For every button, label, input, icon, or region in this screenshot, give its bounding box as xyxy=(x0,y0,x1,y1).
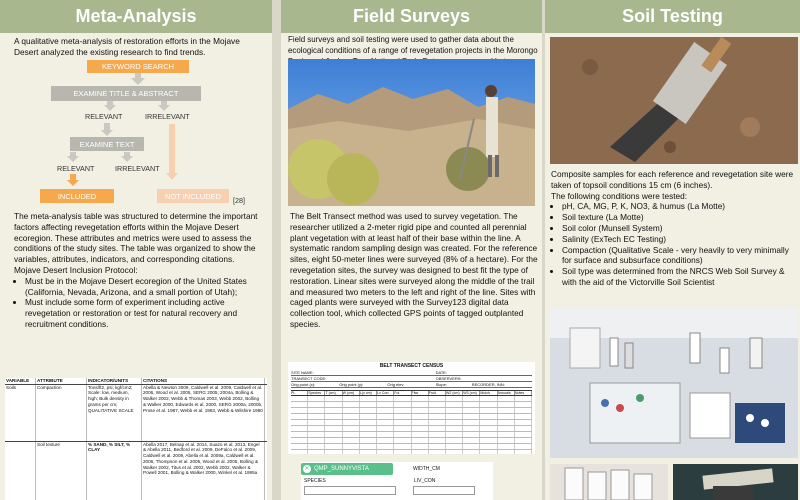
form-grid-cell xyxy=(480,408,497,413)
form-col-header: Fruit xyxy=(429,391,446,395)
width-field-label: WIDTH_CM xyxy=(413,465,440,472)
form-grid-cell xyxy=(291,420,308,425)
soil-testing-header: Soil Testing xyxy=(545,0,800,33)
relevant-label: RELEVANT xyxy=(85,112,123,121)
form-grid-cell xyxy=(394,444,411,449)
form-grid-cell xyxy=(412,396,429,401)
arrow-down-icon xyxy=(121,152,133,162)
form-grid-cell xyxy=(463,408,480,413)
form-grid-cell xyxy=(412,438,429,443)
form-title: BELT TRANSECT CENSUS xyxy=(379,363,444,369)
form-grid-cell xyxy=(480,414,497,419)
form-grid-cell xyxy=(463,402,480,407)
meta-analysis-panel xyxy=(0,0,272,500)
form-grid-cell xyxy=(498,396,515,401)
form-grid-cell xyxy=(412,402,429,407)
examine-text-box: EXAMINE TEXT xyxy=(70,137,144,151)
form-field: Orig point (y): xyxy=(339,382,387,388)
table-cell: % SAND, % SILT, % CLAY xyxy=(87,442,142,500)
form-grid-cell xyxy=(343,396,360,401)
form-grid-cell xyxy=(515,402,532,407)
not-included-count: [28] xyxy=(233,196,245,205)
form-grid-cell xyxy=(325,414,342,419)
form-grid-cell xyxy=(291,402,308,407)
form-grid-cell xyxy=(463,396,480,401)
protocol-item: • Must be in the Mojave Desert ecoregion of the United States (California, Nevada, Arizona, and a small portion of Utah); xyxy=(25,276,268,298)
form-grid-cell xyxy=(325,432,342,437)
table-cell xyxy=(5,442,36,500)
form-grid-cell xyxy=(463,426,480,431)
form-grid-cell xyxy=(343,426,360,431)
form-grid-cell xyxy=(515,396,532,401)
form-grid-cell xyxy=(463,432,480,437)
form-grid-cell xyxy=(429,432,446,437)
field-intro: Field surveys and soil testing were used to gather data about the ecological conditions of a range of revegetation projects in the Morongo xyxy=(288,35,538,55)
not-included-box: NOT INCLUDED xyxy=(157,189,229,203)
form-grid-cell xyxy=(291,408,308,413)
form-grid-cell xyxy=(412,414,429,419)
form-grid-cell xyxy=(308,408,325,413)
form-grid-cell xyxy=(291,426,308,431)
form-col-header: PL xyxy=(291,391,308,395)
form-grid-cell xyxy=(446,396,463,401)
form-grid-cell xyxy=(515,438,532,443)
form-grid-cell xyxy=(498,450,515,454)
form-grid-cell xyxy=(360,438,377,443)
app-row xyxy=(301,478,493,484)
soil-texture-photo-image xyxy=(550,464,668,500)
form-grid-cell xyxy=(498,402,515,407)
form-grid-cell xyxy=(429,402,446,407)
form-grid-cell xyxy=(325,450,342,454)
form-grid-cell xyxy=(343,414,360,419)
form-grid-cell xyxy=(377,432,394,437)
form-grid-cell xyxy=(515,444,532,449)
form-grid-cell xyxy=(480,450,497,454)
table-cell: Tons/ft2, psi; kgf/cm2; Scale: low, medium, high; Bulk density in grams per cm; QUALITATIVE SCALE xyxy=(87,385,142,441)
soil-sample-photo-image xyxy=(550,37,798,164)
form-grid-cell xyxy=(325,396,342,401)
form-grid-cell xyxy=(446,432,463,437)
form-grid-cell xyxy=(325,438,342,443)
form-grid-cell xyxy=(515,408,532,413)
form-grid-cell xyxy=(463,420,480,425)
form-grid-cell xyxy=(308,450,325,454)
form-grid-cell xyxy=(412,444,429,449)
form-grid-cell xyxy=(308,420,325,425)
form-grid-cell xyxy=(377,450,394,454)
field-survey-photo xyxy=(288,59,535,206)
form-grid-cell xyxy=(394,408,411,413)
form-grid-cell xyxy=(463,444,480,449)
form-field: OBSERVERS: xyxy=(436,376,532,382)
table-row xyxy=(5,385,267,442)
soil-texture-photo xyxy=(550,464,668,500)
form-grid-cell xyxy=(360,396,377,401)
form-grid-cell xyxy=(325,426,342,431)
form-grid-cell xyxy=(429,438,446,443)
form-grid-cell xyxy=(394,402,411,407)
form-grid-cell xyxy=(429,414,446,419)
arrow-down-icon xyxy=(104,101,116,111)
soil-test-item: • Soil type was determined from the NRCS Web Soil Survey & with the aid of the Victorville Soil Scientist xyxy=(562,266,797,288)
form-grid-cell xyxy=(343,450,360,454)
soil-test-item: • Soil color (Munsell System) xyxy=(562,223,797,234)
form-grid-cell xyxy=(480,432,497,437)
form-col-header: Mulch xyxy=(480,391,497,395)
form-col-header: Flwr xyxy=(412,391,429,395)
table-row xyxy=(5,442,267,500)
meta-body xyxy=(14,211,268,330)
irrelevant-label: IRRELEVANT xyxy=(145,112,190,121)
form-grid-cell xyxy=(291,438,308,443)
form-grid-cell xyxy=(308,432,325,437)
table-cell: Compaction xyxy=(36,385,87,441)
soil-test-item: • Compaction (Qualitative Scale - very heavily to very minimally for surface and subsurface conditions) xyxy=(562,245,797,267)
form-grid-cell xyxy=(498,408,515,413)
form-grid-cell xyxy=(515,426,532,431)
arrow-down-icon xyxy=(131,73,145,85)
table-cell: Abella & Newton 2009, Caldwell et al. 2009, Caldwell et al. 2006, Wood et al. 2005, SERG 2005; 2004a, Bolling & Walker 2002, Webb & Thomas 2003, Webb 2002, Bolling & Walker 2000, Edwards et al. 2000, SERG 2000a, 2000b, Prose et al. 1987, Webb et al. 1983, Webb & Wilshire 1980 xyxy=(142,385,265,441)
col-header: VARIABLE xyxy=(5,378,36,384)
arrow-down-icon xyxy=(67,174,79,186)
form-grid-cell xyxy=(412,408,429,413)
form-grid-cell xyxy=(343,438,360,443)
lv-con-field-label: LIV_CON xyxy=(414,478,436,484)
form-grid-cell xyxy=(308,438,325,443)
arrow-down-icon xyxy=(101,123,113,136)
species-field-label: SPECIES xyxy=(304,478,326,484)
table-cell: Abella 2017, Belnap et al. 2014, Suazo et al. 2013, Engel & Abella 2011, Bedford et al. 2009, DeFalco et al. 2009, Caldwell et al. 2009, Abella et al. 2009a, Caldwell et al. 2006, Thompson et al. 2005, Wood et al. 2005, Bolling & Walker 2002, Titus et al. 2002, Webb 2002, Walker & Powell 2001, Bolling & Walker 2000, Winkel et al. 1995a xyxy=(142,442,265,500)
form-grid-cell xyxy=(377,444,394,449)
soil-intro: Composite samples for each reference and revegetation site were taken of topsoil conditions 15 cm (6 inches). xyxy=(551,169,794,190)
form-col-header: W3 (cm) xyxy=(463,391,480,395)
soil-testing-panel xyxy=(545,0,800,500)
form-col-header: L(v cm) xyxy=(360,391,377,395)
form-grid-cell xyxy=(308,426,325,431)
form-col-header: Annuals xyxy=(498,391,515,395)
form-grid-cell xyxy=(429,396,446,401)
form-grid-cell xyxy=(429,450,446,454)
field-surveys-header: Field Surveys xyxy=(281,0,542,33)
form-grid-cell xyxy=(446,420,463,425)
form-grid-cell xyxy=(325,402,342,407)
form-grid-cell xyxy=(377,420,394,425)
form-grid-cell xyxy=(498,426,515,431)
form-grid-cell xyxy=(343,420,360,425)
form-grid-cell xyxy=(308,396,325,401)
form-grid-cell xyxy=(446,426,463,431)
form-grid-cell xyxy=(515,414,532,419)
soil-tested-title: The following conditions were tested: xyxy=(551,190,688,201)
app-title-bar[interactable] xyxy=(301,463,393,475)
form-grid-cell xyxy=(429,420,446,425)
form-grid-cell xyxy=(343,402,360,407)
lab-test-photo-image xyxy=(550,308,798,458)
soil-test-item: • Soil texture (La Motte) xyxy=(562,212,797,223)
form-grid-cell xyxy=(463,438,480,443)
close-icon[interactable]: ✕ xyxy=(304,465,310,472)
form-grid-cell xyxy=(360,402,377,407)
form-grid xyxy=(291,390,532,454)
form-grid-cell xyxy=(498,414,515,419)
arrow-down-icon xyxy=(158,101,170,111)
field-surveys-panel xyxy=(281,0,542,500)
form-col-header: T (cm) xyxy=(325,391,342,395)
form-grid-cell xyxy=(377,426,394,431)
table-cell: Soils xyxy=(5,385,36,441)
form-grid-cell xyxy=(412,420,429,425)
table-cell: Soil texture xyxy=(36,442,87,500)
app-header xyxy=(301,462,493,475)
lab-test-photo xyxy=(550,308,798,458)
form-grid-cell xyxy=(463,450,480,454)
form-grid-cell xyxy=(498,444,515,449)
form-grid-cell xyxy=(360,414,377,419)
soil-sample-photo xyxy=(550,37,798,164)
form-grid-cell xyxy=(360,432,377,437)
form-grid-cell xyxy=(480,402,497,407)
app-inputs xyxy=(301,486,493,495)
form-field: Slope: xyxy=(436,382,472,388)
form-grid-cell xyxy=(446,402,463,407)
form-grid-cell xyxy=(429,426,446,431)
form-grid-cell xyxy=(360,408,377,413)
form-grid-cell xyxy=(480,396,497,401)
form-grid-cell xyxy=(325,420,342,425)
form-grid-cell xyxy=(394,420,411,425)
form-col-header: W2 (cm) xyxy=(446,391,463,395)
arrow-down-icon xyxy=(166,124,178,180)
form-grid-cell xyxy=(291,396,308,401)
form-grid-cell xyxy=(480,438,497,443)
form-field: TRANSECT CODE: xyxy=(291,376,436,382)
form-grid-cell xyxy=(480,426,497,431)
form-grid-cell xyxy=(480,444,497,449)
relevant-label-2: RELEVANT xyxy=(57,164,95,173)
form-grid-cell xyxy=(325,444,342,449)
field-survey-photo-image xyxy=(288,59,535,206)
soil-tests-list xyxy=(551,201,797,287)
form-field: RECORDER, INN: xyxy=(472,382,532,388)
species-input[interactable] xyxy=(304,486,396,495)
table-header-row xyxy=(5,378,267,385)
form-grid-cell xyxy=(360,420,377,425)
form-grid-cell xyxy=(394,432,411,437)
column-divider xyxy=(272,0,281,500)
protocol-item: • Must include some form of experiment including active revegetation or restoration or test for natural recovery and recruitment conditions. xyxy=(25,297,268,329)
form-grid-cell xyxy=(394,438,411,443)
soil-body xyxy=(551,169,797,288)
form-grid-cell xyxy=(343,408,360,413)
form-grid-cell xyxy=(308,414,325,419)
form-grid-cell xyxy=(412,426,429,431)
form-grid-cell xyxy=(394,414,411,419)
belt-transect-form xyxy=(288,362,535,454)
col-header: ATTRIBUTE xyxy=(36,378,87,384)
form-grid-cell xyxy=(360,426,377,431)
lv-con-input[interactable] xyxy=(413,486,475,495)
irrelevant-label-2: IRRELEVANT xyxy=(115,164,160,173)
form-grid-cell xyxy=(291,450,308,454)
form-grid-cell xyxy=(325,408,342,413)
keyword-search-box: KEYWORD SEARCH xyxy=(87,60,189,73)
form-grid-cell xyxy=(394,450,411,454)
form-grid-cell xyxy=(377,408,394,413)
form-grid-cell xyxy=(291,432,308,437)
form-grid-cell xyxy=(291,444,308,449)
form-grid-cell xyxy=(515,432,532,437)
form-grid-cell xyxy=(308,402,325,407)
form-field: Orig point (x): xyxy=(291,382,339,388)
form-col-header: Lv Con xyxy=(377,391,394,395)
form-grid-cell xyxy=(412,432,429,437)
form-grid-cell xyxy=(377,396,394,401)
form-col-header: W (cm) xyxy=(343,391,360,395)
form-grid-cell xyxy=(377,414,394,419)
survey123-app-screenshot xyxy=(301,462,493,500)
form-grid-cell xyxy=(394,396,411,401)
meta-analysis-header: Meta-Analysis xyxy=(0,0,272,33)
form-grid-cell xyxy=(480,420,497,425)
form-grid-cell xyxy=(360,450,377,454)
form-grid-cell xyxy=(394,426,411,431)
arrow-down-icon xyxy=(67,152,79,162)
form-grid-cell xyxy=(446,438,463,443)
form-grid-cell xyxy=(429,444,446,449)
form-grid-cell xyxy=(377,402,394,407)
form-grid-cell xyxy=(360,444,377,449)
meta-intro: A qualitative meta-analysis of restoration efforts in the Mojave Desert analyzed the existing research to find trends. xyxy=(14,36,240,57)
form-grid-cell xyxy=(412,450,429,454)
form-grid-cell xyxy=(446,408,463,413)
meta-body-text: The meta-analysis table was structured to determine the important factors affecting revegetation efforts within the Mojave Desert ecoregion. These attributes and metrics were used to assess the conditions of the study sites. The table was organized to show the variables, attributes, indicators, and corresponding citations. xyxy=(14,211,258,265)
form-grid-cell xyxy=(377,438,394,443)
form-grid-cell xyxy=(498,432,515,437)
form-grid-cell xyxy=(498,420,515,425)
form-grid-cell xyxy=(446,414,463,419)
form-col-header: Fol xyxy=(394,391,411,395)
form-grid-cell xyxy=(446,444,463,449)
form-col-header: Notes xyxy=(515,391,532,395)
protocol-title: Mojave Desert Inclusion Protocol: xyxy=(14,264,138,275)
ec-meter-photo-image xyxy=(673,464,798,500)
form-field: SITE NAME: xyxy=(291,370,436,376)
app-title: QMP_SUNNYVISTA xyxy=(314,465,369,472)
form-col-header: Species xyxy=(308,391,325,395)
form-grid-cell xyxy=(463,414,480,419)
included-box: INCLUDED xyxy=(40,189,114,203)
soil-test-item: • pH, CA, MG, P, K, NO3, & humus (La Motte) xyxy=(562,201,797,212)
form-grid-cell xyxy=(308,444,325,449)
form-fields xyxy=(288,369,535,389)
form-grid-row xyxy=(291,450,532,454)
form-field: DATE: xyxy=(436,370,532,376)
form-grid-cell xyxy=(515,420,532,425)
field-body: The Belt Transect method was used to survey vegetation. The researcher utilized a 2-meter rigid pipe and counted all perennial plant vegetation with at least half of their base within the line. A systematic random sampling design was created. For the reference sites, eight 50-meter lines were surveyed (8% of a hectare). For the revegetation sites, the survey was designed to best fit the type of restoration. Linear sites were surveyed along the middle of the trail and measured two meters to the left and right of the line. Sites with caged plants were surveyed with the Survey123 digital data collection tool, which collected GPS points of tagged outplanted species. xyxy=(290,211,538,329)
examine-title-box: EXAMINE TITLE & ABSTRACT xyxy=(51,86,201,101)
form-grid-cell xyxy=(291,414,308,419)
form-grid-cell xyxy=(498,438,515,443)
meta-analysis-table xyxy=(5,378,267,500)
form-grid-cell xyxy=(343,444,360,449)
ec-meter-photo xyxy=(673,464,798,500)
col-header: INDICATOR/UNITS xyxy=(87,378,142,384)
form-grid-cell xyxy=(429,408,446,413)
form-grid-cell xyxy=(446,450,463,454)
form-field: Orig elev: xyxy=(387,382,435,388)
soil-test-item: • Salinity (ExTech EC Testing) xyxy=(562,234,797,245)
col-header: CITATIONS xyxy=(142,378,265,384)
form-grid-cell xyxy=(515,450,532,454)
protocol-list xyxy=(14,276,268,330)
form-grid-cell xyxy=(343,432,360,437)
